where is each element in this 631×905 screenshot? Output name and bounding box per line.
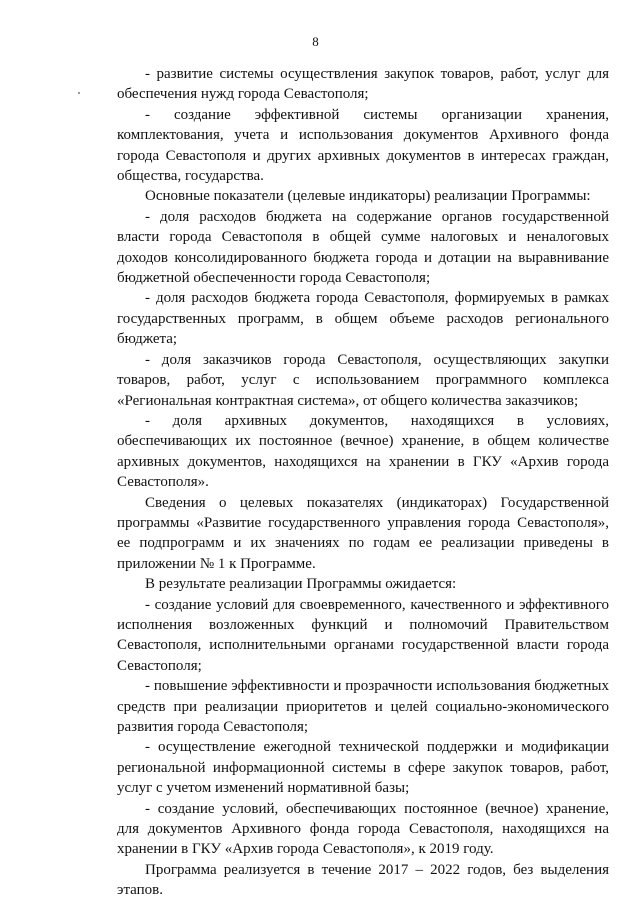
paragraph-indicator-budget-share: - доля расходов бюджета на содержание органов государственной власти города Севастополя в общей сумме налоговых и неналоговых доходов консолидированного бюджета города и дотации на выравнивание бюджетной обеспеченности города Севастополя; <box>117 208 609 287</box>
paragraph-indicator-program-expenses: - доля расходов бюджета города Севастополя, формируемых в рамках государственных программ, в общем объеме расходов регионального бюджета; <box>117 290 609 348</box>
paragraph-indicators-heading: Основные показатели (целевые индикаторы) реализации Программы: <box>145 188 591 205</box>
paragraph-program-period: Программа реализуется в течение 2017 – 2022 годов, без выделения этапов. <box>117 861 609 899</box>
document-body <box>117 64 609 901</box>
paragraph-procurement-system: - развитие системы осуществления закупок товаров, работ, услуг для обеспечения нужд города Севастополя; <box>117 66 609 103</box>
scan-speck <box>78 92 80 94</box>
paragraph-archive-system: - создание эффективной системы организации хранения, комплектования, учета и использования документов Архивного фонда города Севастополя и других архивных документов в интересах граждан, общества, государства. <box>117 106 609 185</box>
paragraph-indicator-customers: - доля заказчиков города Севастополя, осуществляющих закупки товаров, работ, услуг с использованием программного комплекса «Региональная контрактная система», от общего количества заказчиков; <box>117 351 609 409</box>
paragraph-expected-results-heading: В результате реализации Программы ожидается: <box>145 576 457 593</box>
paragraph-indicator-archive-documents: - доля архивных документов, находящихся в условиях, обеспечивающих их постоянное (вечное) хранение, в общем количестве архивных документов, находящихся на хранении в ГКУ «Архив города Севастополя». <box>117 412 609 491</box>
page-number: 8 <box>312 34 319 49</box>
paragraph-result-conditions: - создание условий для своевременного, качественного и эффективного исполнения возложенных функций и полномочий Правительством Севастополя, исполнительными органами государственной власти города Севастополя; <box>117 596 609 674</box>
paragraph-result-archive-storage: - создание условий, обеспечивающих постоянное (вечное) хранение, для документов Архивного фонда города Севастополя, находящихся на хранении в ГКУ «Архив города Севастополя», к 2019 году. <box>117 800 609 858</box>
paragraph-indicators-reference: Сведения о целевых показателях (индикаторах) Государственной программы «Развитие государственного управления города Севастополя», ее подпрограмм и их значениях по годам ее реализации приведены в приложении № 1 к Программе. <box>117 494 609 572</box>
paragraph-result-efficiency: - повышение эффективности и прозрачности использования бюджетных средств при реализации приоритетов и целей социально-экономического развития города Севастополя; <box>117 678 609 735</box>
paragraph-result-support: - осуществление ежегодной технической поддержки и модификации региональной информационной системы в сфере закупок товаров, работ, услуг с учетом изменений нормативной базы; <box>117 739 609 797</box>
